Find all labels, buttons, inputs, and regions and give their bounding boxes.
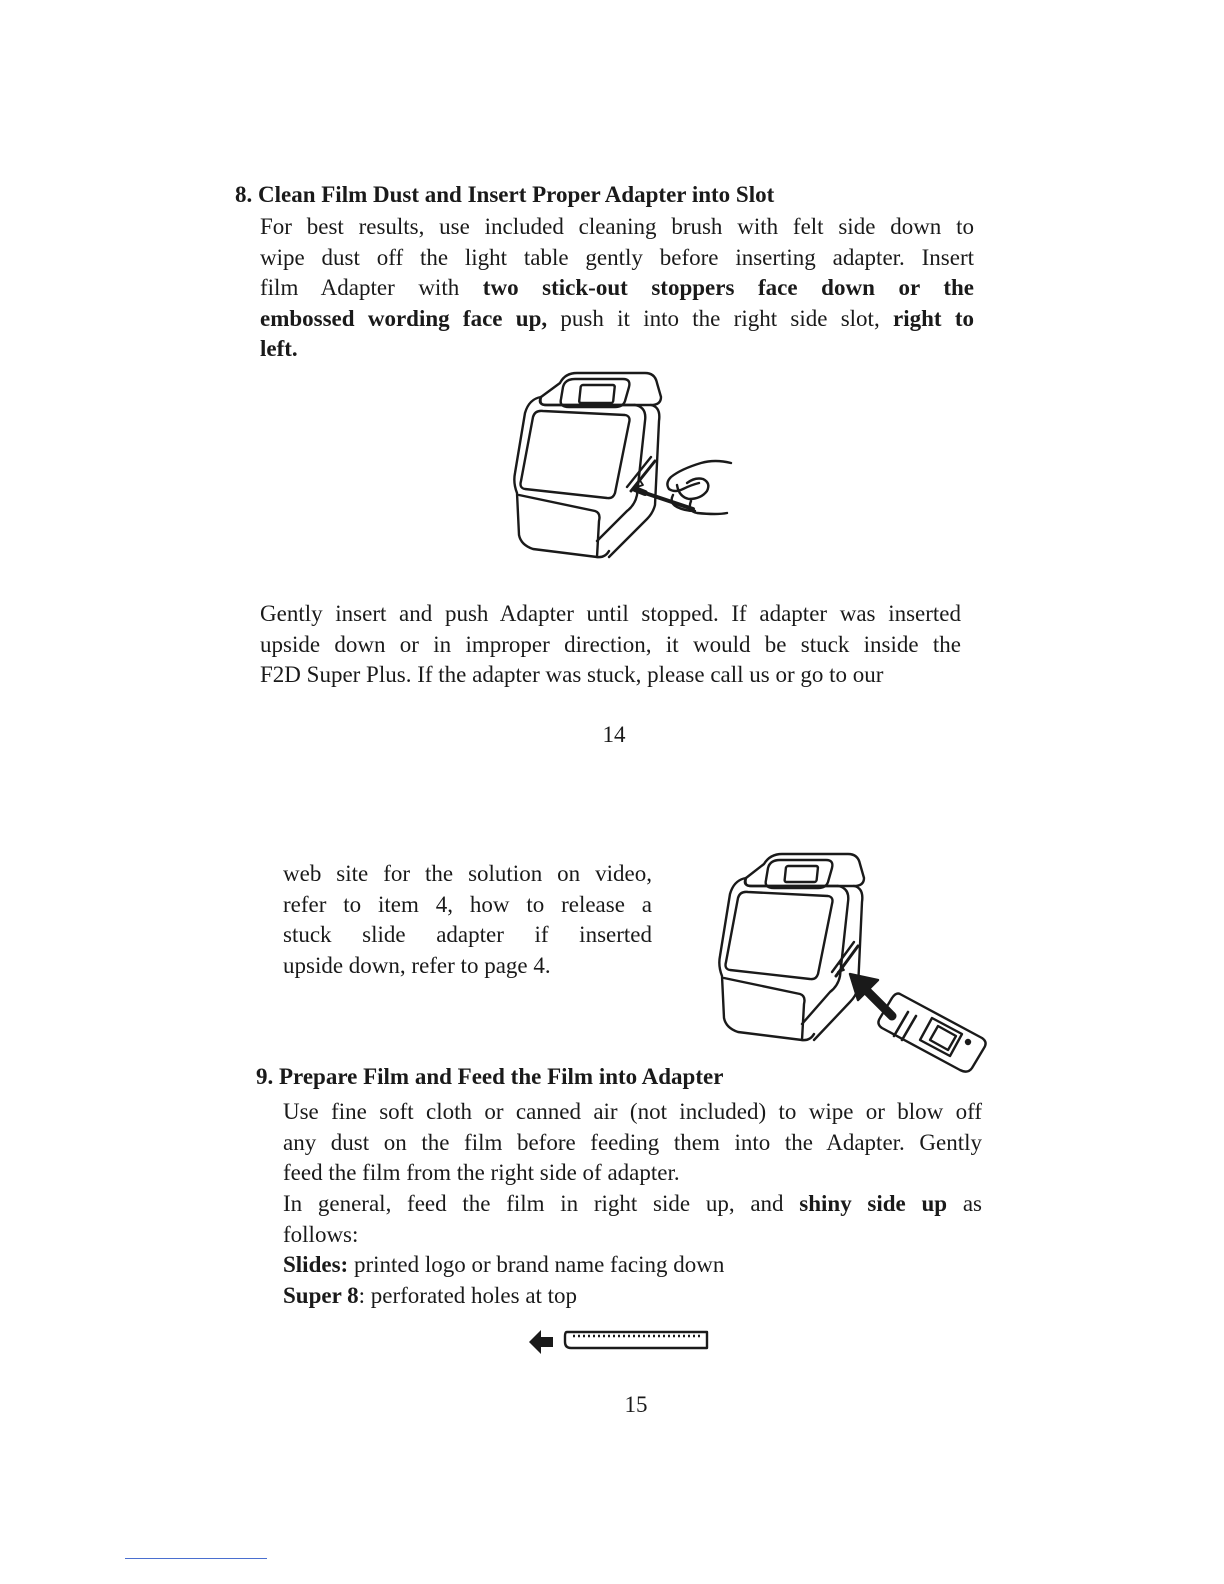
super8-instruction	[283, 1281, 982, 1312]
text-line	[260, 273, 974, 304]
text-line: upside down or in improper direction, it would be stuck inside the	[260, 631, 961, 657]
slides-text: printed logo or brand name facing down	[348, 1252, 725, 1277]
section-8-paragraph-1	[260, 212, 974, 365]
bold-text: left.	[260, 336, 298, 362]
page-number: 15	[624, 1392, 648, 1417]
slides-instruction	[283, 1250, 982, 1281]
text-line: upside down, refer to page 4.	[283, 952, 551, 978]
text-line: follows:	[283, 1221, 359, 1247]
text-line: Use fine soft cloth or canned air (not included) to wipe or blow off	[283, 1099, 982, 1124]
text-line: F2D Super Plus. If the adapter was stuck, please call us or go to our	[260, 662, 884, 688]
bold-text: shiny side up	[799, 1191, 948, 1216]
text-line	[260, 304, 974, 335]
section-9-paragraph-2	[283, 1189, 982, 1250]
super8-text: : perforated holes at top	[358, 1283, 578, 1308]
text-run: push it into the right side slot,	[547, 305, 893, 331]
text-line: Gently insert and push Adapter until stopped. If adapter was inserted	[260, 601, 961, 626]
page-number: 14	[602, 722, 626, 747]
section-8-paragraph-2	[260, 599, 961, 691]
text-run: film Adapter with	[260, 275, 483, 301]
text-line: web site for the solution on video,	[283, 861, 652, 886]
text-line: refer to item 4, how to release a	[283, 891, 652, 917]
scanner-cleaning-brush-icon	[505, 365, 745, 565]
slides-label: Slides:	[283, 1252, 349, 1277]
continued-paragraph	[283, 859, 652, 981]
film-strip-arrow-icon	[527, 1326, 712, 1358]
text-line: stuck slide adapter if inserted	[283, 922, 652, 948]
text-line: For best results, use included cleaning brush with felt side down to	[260, 214, 974, 239]
bold-text: two stick-out stoppers face down or the	[482, 275, 974, 301]
text-line	[283, 1189, 982, 1220]
scanner-insert-adapter-icon	[712, 848, 992, 1073]
super8-label: Super 8	[283, 1283, 359, 1308]
text-line: feed the film from the right side of adapter.	[283, 1160, 680, 1186]
text-run: In general, feed the film in right side up, and	[283, 1191, 800, 1216]
bold-text: right to	[893, 305, 974, 331]
text-line	[260, 334, 974, 365]
section-8-heading: 8. Clean Film Dust and Insert Proper Adapter into Slot	[235, 182, 775, 207]
section-9-paragraph-1	[283, 1097, 982, 1189]
section-9-heading: 9. Prepare Film and Feed the Film into Adapter	[256, 1064, 724, 1089]
bold-text: embossed wording face up,	[260, 305, 548, 331]
text-line: wipe dust off the light table gently before inserting adapter. Insert	[260, 244, 974, 270]
text-line: any dust on the film before feeding them into the Adapter. Gently	[283, 1129, 982, 1155]
footnote-rule	[125, 1558, 267, 1559]
text-run: as	[947, 1191, 982, 1216]
